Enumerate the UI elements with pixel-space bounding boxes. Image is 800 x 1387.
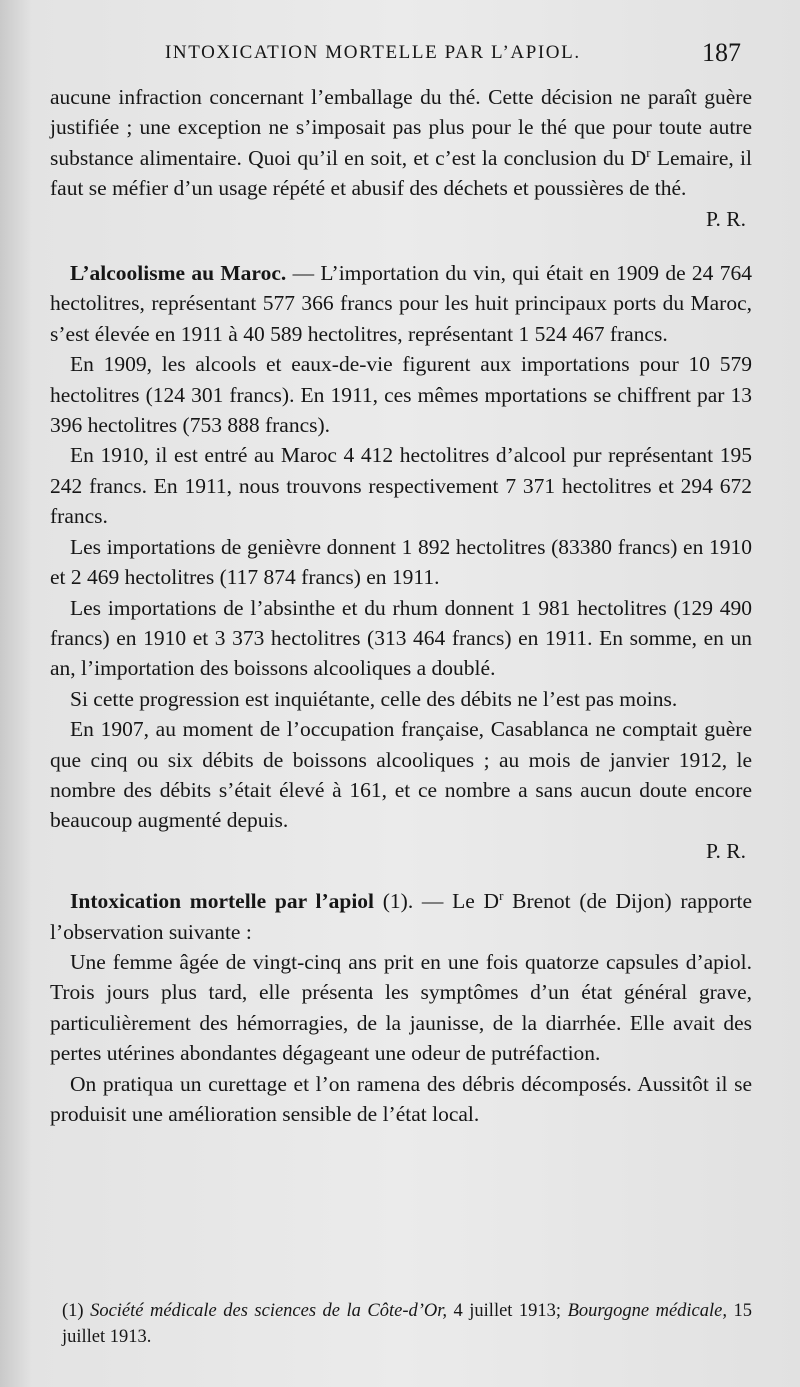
article-title: Intoxication mortelle par l’apiol: [70, 889, 375, 914]
continued-paragraph: [50, 82, 752, 204]
paragraph: Une femme âgée de vingt-cinq ans prit en une fois quatorze capsules d’apiol. Trois jours plus tard, elle présenta les symptômes d’un état général grave, particulièrement des hémorragies, de la jaunisse, de la diarrhée. Elle avait des pertes utérines abondantes dégageant une odeur de putréfaction.: [50, 949, 752, 1066]
continued-text-end: Lemaire, il faut se méfier d’un usage répété et abusif des déchets et poussières de thé.: [50, 145, 752, 201]
paragraph: En 1910, il est entré au Maroc 4 412 hectolitres d’alcool pur représentant 195 242 francs. En 1911, nous trouvons respectivement 7 371 hectolitres et 294 672 francs.: [50, 443, 752, 529]
doctor-abbrev-sup: r: [646, 144, 651, 160]
paragraph: En 1909, les alcools et eaux-de-vie figurent aux importations pour 10 579 hectolitres (124 301 francs). En 1911, ces mêmes mportations se chiffrent par 13 396 hectolitres (753 888 francs).: [50, 352, 752, 438]
footnote-reference: (1).: [374, 889, 414, 914]
article-title: L’alcoolisme au Maroc.: [70, 261, 287, 286]
article-alcoholism-morocco: [50, 258, 752, 866]
footnote-date: 4 juillet 1913;: [447, 1301, 568, 1321]
page-header: [0, 38, 800, 68]
article-apiol-intoxication: [50, 886, 752, 1129]
footnote-source: Société médicale des sciences de la Côte-d’Or,: [90, 1301, 448, 1321]
paragraph: Les importations de l’absinthe et du rhum donnent 1 981 hectolitres (129 490 francs) en 1910 et 3 373 hectolitres (313 464 francs) en 1911. En somme, en un an, l’importation des boissons alcooliques a doublé.: [50, 595, 752, 681]
article-lead-paragraph: [50, 886, 752, 947]
continued-text: aucune infraction concernant l’emballage du thé. Cette décision ne paraît guère justifiée ; une exception ne s’imposait pas plus pour le thé que pour toute autre substance alimentaire. Quoi qu’il en soit, et c’est la conclusion du D: [50, 85, 752, 170]
footnote-text: [62, 1298, 752, 1350]
section-gap: [50, 866, 752, 886]
footnote-marker: (1): [62, 1301, 91, 1321]
paragraph: Les importations de genièvre donnent 1 892 hectolitres (83380 francs) en 1910 et 2 469 hectolitres (117 874 francs) en 1911.: [50, 534, 752, 590]
page-body: [50, 82, 752, 1129]
article-lead-text: — L’importation du vin, qui était en 1909 de 24 764 hectolitres, représentant 577 366 francs pour les huit principaux ports du Maroc, s’est élevée en 1911 à 40 589 hectolitres, représentant 1 524 467 francs.: [50, 261, 752, 346]
section-gap: [50, 234, 752, 258]
article-lead-text-end: Brenot (de Dijon) rapporte l’observation suivante :: [50, 889, 752, 944]
running-title: INTOXICATION MORTELLE PAR L’APIOL.: [165, 42, 581, 63]
signature-initials: P. R.: [705, 838, 746, 863]
article-lead-paragraph: [50, 258, 752, 349]
footnote-source: Bourgogne médicale,: [567, 1301, 727, 1321]
article-lead-text: — Le D: [413, 889, 500, 914]
footnote-date: 15 juillet 1913.: [62, 1301, 752, 1347]
paragraph: En 1907, au moment de l’occupation française, Casablanca ne comptait guère que cinq ou six débits de boissons alcooliques ; au mois de janvier 1912, le nombre des débits s’était élevé à 161, et ce nombre a sans aucun doute encore beaucoup augmenté depuis.: [50, 717, 752, 833]
paragraph: Si cette progression est inquiétante, celle des débits ne l’est pas moins.: [70, 686, 678, 711]
doctor-abbrev-sup: r: [499, 888, 504, 904]
signature-initials: P. R.: [705, 206, 746, 231]
page-number: 187: [702, 38, 741, 67]
paragraph: On pratiqua un curettage et l’on ramena des débris décomposés. Aussitôt il se produisit une amélioration sensible de l’état local.: [50, 1071, 752, 1126]
footnote: [62, 1298, 752, 1350]
